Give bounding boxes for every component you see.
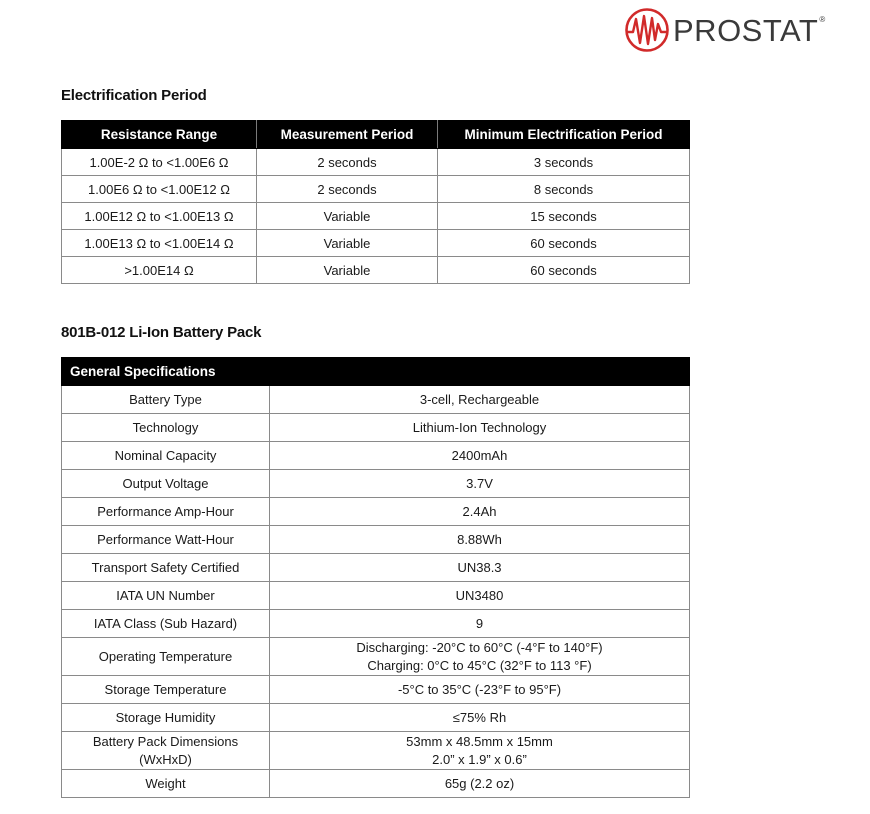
resistance-range-cell: 1.00E6 Ω to <1.00E12 Ω	[62, 176, 257, 203]
spec-label: Performance Watt-Hour	[62, 526, 270, 554]
min-period-cell: 15 seconds	[438, 203, 690, 230]
resistance-range-cell: 1.00E-2 Ω to <1.00E6 Ω	[62, 149, 257, 176]
spec-value	[270, 638, 690, 676]
table-row	[62, 230, 690, 257]
spec-label: Storage Humidity	[62, 704, 270, 732]
spec-label: Transport Safety Certified	[62, 554, 270, 582]
min-period-cell: 8 seconds	[438, 176, 690, 203]
table-row	[62, 676, 690, 704]
table-row	[62, 526, 690, 554]
table-row	[62, 638, 690, 676]
spec-value: 65g (2.2 oz)	[270, 770, 690, 798]
spec-value: 3.7V	[270, 470, 690, 498]
spec-value-line: Charging: 0°C to 45°C (32°F to 113 °F)	[367, 657, 592, 673]
table-row	[62, 554, 690, 582]
spec-value: 2400mAh	[270, 442, 690, 470]
electrification-title: Electrification Period	[61, 87, 207, 104]
table-row	[62, 732, 690, 770]
spec-value: 8.88Wh	[270, 526, 690, 554]
min-period-cell: 60 seconds	[438, 230, 690, 257]
spec-label: Performance Amp-Hour	[62, 498, 270, 526]
table-row	[62, 386, 690, 414]
table-row	[62, 149, 690, 176]
table-row	[62, 704, 690, 732]
spec-header-row	[62, 358, 690, 386]
spec-label: Output Voltage	[62, 470, 270, 498]
electrification-table	[61, 120, 690, 284]
table-row	[62, 414, 690, 442]
table-row	[62, 582, 690, 610]
table-row	[62, 257, 690, 284]
general-specifications-header: General Specifications	[62, 358, 690, 386]
resistance-range-cell: 1.00E13 Ω to <1.00E14 Ω	[62, 230, 257, 257]
table-header-row	[62, 121, 690, 149]
spec-value: ≤75% Rh	[270, 704, 690, 732]
registered-mark: ®	[819, 15, 826, 24]
min-period-cell: 60 seconds	[438, 257, 690, 284]
resistance-range-cell: 1.00E12 Ω to <1.00E13 Ω	[62, 203, 257, 230]
spec-label: Technology	[62, 414, 270, 442]
spec-value: UN3480	[270, 582, 690, 610]
spec-value: 9	[270, 610, 690, 638]
spec-value	[270, 732, 690, 770]
prostat-wave-icon	[624, 7, 670, 53]
spec-label: Operating Temperature	[62, 638, 270, 676]
spec-label: IATA UN Number	[62, 582, 270, 610]
resistance-range-cell: >1.00E14 Ω	[62, 257, 257, 284]
spec-label: Storage Temperature	[62, 676, 270, 704]
header-min-electrification-period: Minimum Electrification Period	[438, 121, 690, 149]
spec-value-line: 53mm x 48.5mm x 15mm	[406, 733, 553, 749]
table-row	[62, 470, 690, 498]
measurement-period-cell: Variable	[257, 203, 438, 230]
measurement-period-cell: Variable	[257, 230, 438, 257]
spec-value: -5°C to 35°C (-23°F to 95°F)	[270, 676, 690, 704]
measurement-period-cell: 2 seconds	[257, 176, 438, 203]
spec-label: IATA Class (Sub Hazard)	[62, 610, 270, 638]
battery-spec-table	[61, 357, 690, 798]
spec-label: Battery Type	[62, 386, 270, 414]
spec-label	[62, 732, 270, 770]
header-measurement-period: Measurement Period	[257, 121, 438, 149]
spec-value: 3-cell, Rechargeable	[270, 386, 690, 414]
table-row	[62, 442, 690, 470]
spec-label-line: (WxHxD)	[139, 751, 192, 767]
table-row	[62, 176, 690, 203]
table-row	[62, 498, 690, 526]
measurement-period-cell: 2 seconds	[257, 149, 438, 176]
table-row	[62, 610, 690, 638]
spec-value-line: 2.0” x 1.9” x 0.6”	[432, 751, 527, 767]
table-row	[62, 203, 690, 230]
table-row	[62, 770, 690, 798]
battery-title: 801B-012 Li-Ion Battery Pack	[61, 324, 262, 341]
spec-label-line: Battery Pack Dimensions	[92, 733, 239, 749]
prostat-logo	[624, 8, 825, 52]
spec-value: UN38.3	[270, 554, 690, 582]
header-resistance-range: Resistance Range	[62, 121, 257, 149]
measurement-period-cell: Variable	[257, 257, 438, 284]
spec-value: Lithium-Ion Technology	[270, 414, 690, 442]
logo-text: PROSTAT	[673, 12, 819, 48]
min-period-cell: 3 seconds	[438, 149, 690, 176]
spec-value: 2.4Ah	[270, 498, 690, 526]
spec-label: Weight	[62, 770, 270, 798]
spec-value-line: Discharging: -20°C to 60°C (-4°F to 140°F)	[356, 639, 603, 655]
spec-label: Nominal Capacity	[62, 442, 270, 470]
